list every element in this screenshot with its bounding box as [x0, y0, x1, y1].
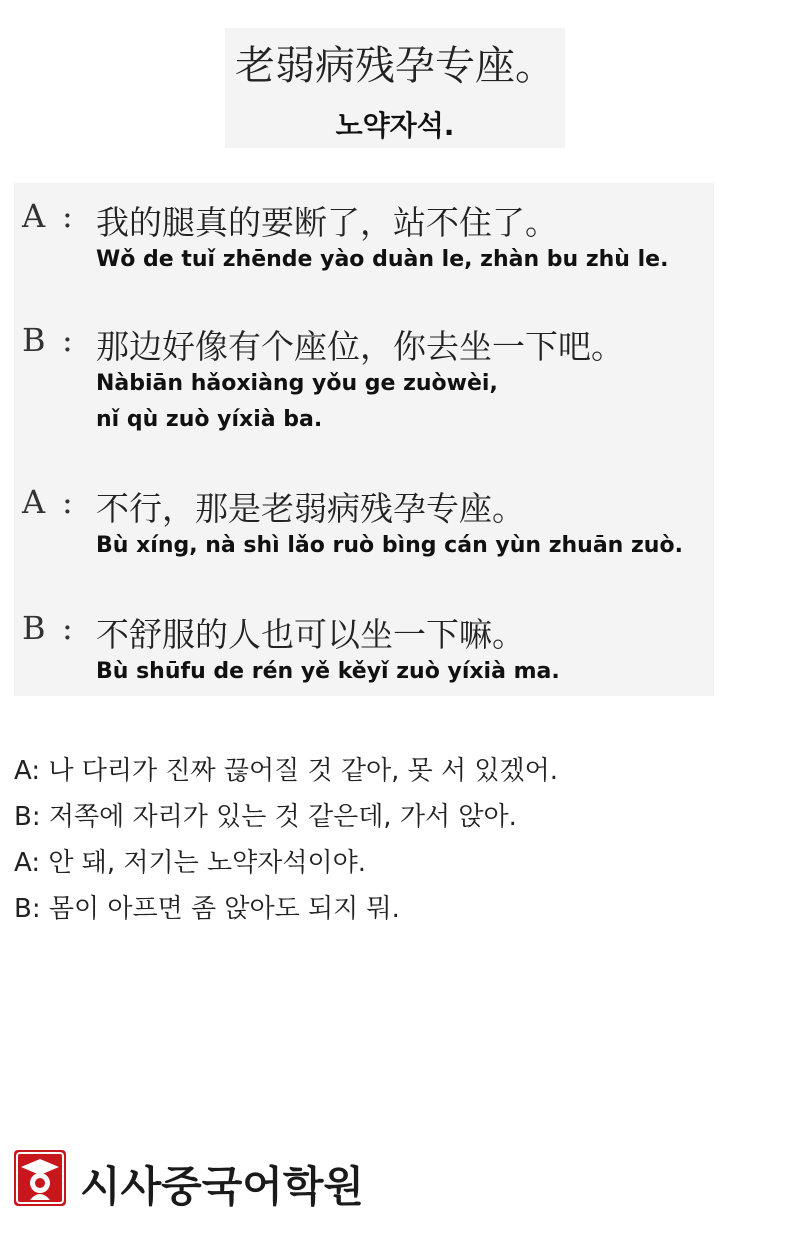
speaker-label: B: [22, 321, 46, 359]
chinese-sentence: 我的腿真的要断了，站不住了。: [96, 203, 558, 242]
speaker-colon: :: [62, 609, 73, 647]
speaker-label: B: [22, 609, 46, 647]
speaker-colon: :: [62, 483, 73, 521]
speaker-label: A: [22, 483, 46, 521]
dialogue-block: [14, 183, 714, 696]
translation-line: B: 몸이 아프면 좀 앉아도 되지 뭐.: [14, 894, 400, 924]
pinyin-line: Wǒ de tuǐ zhēnde yào duàn le, zhàn bu zhù le.: [96, 247, 669, 272]
translation-line: A: 안 돼, 저기는 노약자석이야.: [14, 848, 366, 878]
speaker-label: A: [22, 197, 46, 235]
pinyin-line: Nàbiān hǎoxiàng yǒu ge zuòwèi,: [96, 371, 498, 396]
academy-logo-icon: [14, 1150, 66, 1206]
title-block: [225, 28, 565, 148]
chinese-sentence: 不舒服的人也可以坐一下嘛。: [96, 615, 525, 654]
korean-translation: [14, 748, 558, 932]
academy-name: 시사중국어학원: [80, 1162, 365, 1211]
speaker-colon: :: [62, 321, 73, 359]
chinese-sentence: 那边好像有个座位，你去坐一下吧。: [96, 327, 624, 366]
pinyin-line: Bù xíng, nà shì lǎo ruò bìng cán yùn zhuān zuò.: [96, 533, 683, 558]
speaker-colon: :: [62, 197, 73, 235]
translation-line: B: 저쪽에 자리가 있는 것 같은데, 가서 앉아.: [14, 802, 517, 832]
title-chinese: 老弱病残孕专座。: [235, 43, 555, 89]
pinyin-line: Bù shūfu de rén yě kěyǐ zuò yíxià ma.: [96, 659, 560, 684]
translation-line: A: 나 다리가 진짜 끊어질 것 같아, 못 서 있겠어.: [14, 756, 558, 786]
chinese-sentence: 不行，那是老弱病残孕专座。: [96, 489, 525, 528]
title-korean: 노약자석.: [335, 109, 455, 142]
pinyin-line: nǐ qù zuò yíxià ba.: [96, 407, 323, 432]
